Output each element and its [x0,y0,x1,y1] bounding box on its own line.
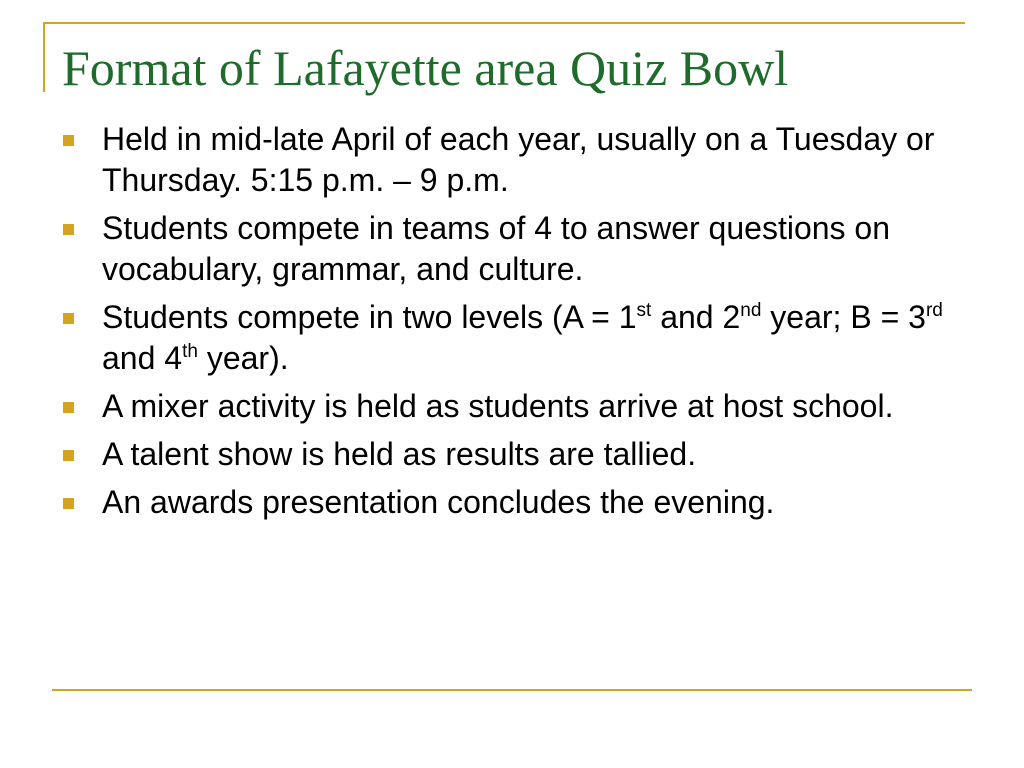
ordinal-superscript: st [636,300,652,321]
bullet-text-part: Students compete in two levels (A = 1 [102,299,637,335]
bullet-text: A mixer activity is held as students arrive at host school. [102,388,894,424]
bullet-item [63,297,963,379]
square-bullet-icon [63,450,74,461]
ordinal-superscript: nd [740,300,762,321]
bullet-text [102,299,943,376]
bullet-item [63,119,963,201]
slide-title: Format of Lafayette area Quiz Bowl [62,40,789,96]
bullet-item [63,434,963,475]
bullet-text: An awards presentation concludes the evening. [102,484,775,520]
square-bullet-icon [63,135,74,146]
bullet-item [63,482,963,523]
bullet-text-part: and 2 [651,299,741,335]
bullet-text-part: and 4 [102,340,183,376]
bullet-text-part: year). [197,340,289,376]
ordinal-superscript: th [182,341,198,362]
bottom-rule [52,689,972,691]
square-bullet-icon [63,313,74,324]
bullet-item [63,208,963,290]
left-rule [43,22,45,92]
bullet-text: Students compete in teams of 4 to answer questions on vocabulary, grammar, and culture. [102,210,891,287]
top-rule [43,22,965,24]
bullet-item [63,386,963,427]
ordinal-superscript: rd [925,300,943,321]
bullet-list [63,119,963,530]
square-bullet-icon [63,224,74,235]
bullet-text: A talent show is held as results are tallied. [102,436,697,472]
square-bullet-icon [63,498,74,509]
bullet-text: Held in mid-late April of each year, usually on a Tuesday or Thursday. 5:15 p.m. – 9 p.m. [102,121,935,198]
bullet-text-part: year; B = 3 [761,299,926,335]
square-bullet-icon [63,402,74,413]
